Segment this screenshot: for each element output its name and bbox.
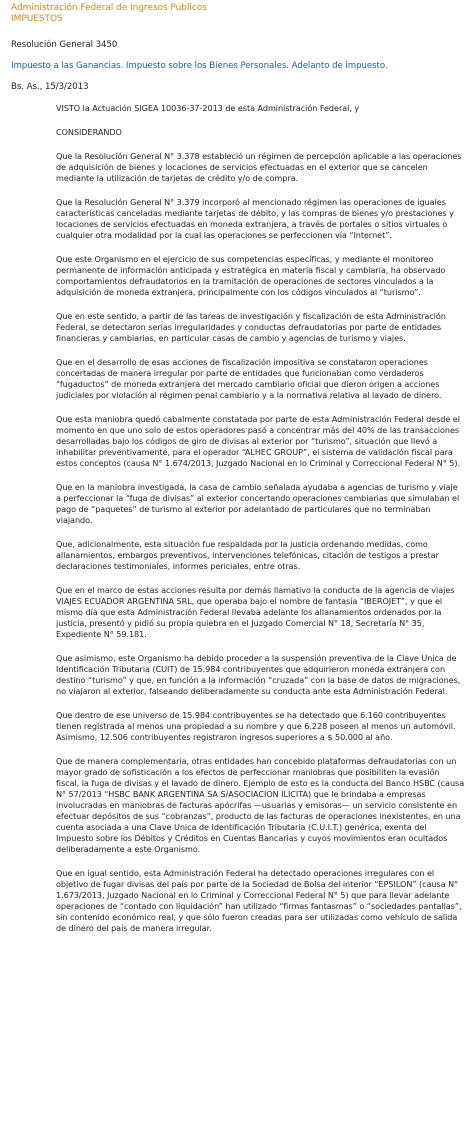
paragraph: Que la Resolución General N° 3.378 estableció un régimen de percepción aplicable a las operaciones de adquisición de bienes y locaciones de servicios efectuadas en el exterior que se cancelen mediante la utilización de tarjetas de crédito y/o de compra.: [56, 151, 462, 183]
resolution-subject: Impuesto a las Ganancias. Impuesto sobre los Bienes Personales. Adelanto de impuesto.: [11, 61, 388, 71]
resolution-title: Resolución General 3450: [11, 40, 118, 50]
paragraph: Que de manera complementaria, otras entidades han concebido plataformas defraudatorias con un mayor grado de sofisticación a los efectos de perfeccionar maniobras que posibiliten la evasión fiscal, la fuga de divisas y el lavado de dinero. Ejemplo de esto es la conducta del Banco HSBC (causa N° 57/2013 “HSBC BANK ARGENTINA SA S/ASOCIACION ILICITA) que le brindaba a empresas involucradas en maniobras de facturas apócrifas —usuarias y emisoras— un servicio consistente en efectuar depósitos de sus “cobranzas”, producto de las facturas de operaciones inexistentes, en una cuenta asociada a una Clave Unica de Identificación Tributaria (C.U.I.T.) genérica, exenta del Impuesto sobre los Débitos y Créditos en Cuentas Bancarias y cuyos movimientos eran ocultados deliberadamente a este Organismo.: [56, 756, 465, 854]
organization-name: Administración Federal de Ingresos Públicos: [11, 3, 207, 13]
paragraph-considerando: CONSIDERANDO: [56, 127, 122, 137]
paragraph: Que la Resolución General N° 3.379 incorporó al mencionado régimen las operaciones de iguales características canceladas mediante tarjetas de débito, y las compras de bienes y/o prestaciones y locaciones de servicios efectuadas en moneda extranjera, a través de portales o sitios virtuales o cualquier otra modalidad por la cual las operaciones se perfeccionen vía “Internet”.: [56, 197, 454, 240]
paragraph: Que este Organismo en el ejercicio de sus competencias específicas, y mediante el monitoreo permanente de información anticipada y estratégica en materia fiscal y cambiaria, ha observado comportamientos defraudatorios en la tramitación de operaciones de sectores vinculados a la adquisición de moneda extranjera, principalmente con los códigos vinculados al “turismo”.: [56, 254, 446, 297]
document-body: [56, 103, 465, 934]
paragraph: Que en este sentido, a partir de las tareas de investigación y fiscalización de esta Administración Federal, se detectaron serias irregularidades y conductas defraudatorias por parte de entidades financieras y cambiarias, en particular casas de cambio y agencias de turismo y viajes.: [56, 311, 446, 343]
paragraph: Que esta maniobra quedó cabalmente constatada por parte de esta Administración Federal desde el momento en que uno solo de estos operadores pasó a concentrar más del 40% de las transacciones desarrolladas bajo los códigos de giro de divisas al exterior por “turismo”, situación que llevó a inhabilitar preventivamente, para el operador “ALHEC GROUP”, el sistema de validación fiscal para estos conceptos (causa N° 1.674/2013, Juzgado Nacional en lo Criminal y Correccional Federal N° 5).: [56, 414, 461, 468]
paragraph: Que dentro de ese universo de 15.984 contribuyentes se ha detectado que 6.160 contribuyentes tienen registrada al menos una propiedad a su nombre y que 6.228 poseen al menos un automóvil. Asimismo, 12.506 contribuyentes registraron ingresos superiores a $ 50.000 al año.: [56, 710, 456, 742]
section-title: IMPUESTOS: [11, 14, 63, 24]
paragraph: Que en la maniobra investigada, la casa de cambio señalada ayudaba a agencias de turismo y viaje a perfeccionar la “fuga de divisas” al exterior concertando operaciones cambiarias que simulaban el pago de “paquetes” de turismo al exterior por adelantado de particulares que no terminaban viajando.: [56, 482, 460, 525]
paragraph: Que en el marco de estas acciones resulta por demás llamativo la conducta de la agencia de viajes VIAJES ECUADOR ARGENTINA SRL, que operaba bajo el nombre de fantasía “IBEROJET”, y que el mismo día que esta Administración Federal llevaba adelante los allanamientos ordenados por la justicia, presentó y pidió su propia quiebra en el Juzgado Comercial N° 18, Secretaría N° 35, Expediente N° 59.181.: [56, 585, 455, 639]
paragraph-visto: VISTO la Actuación SIGEA 10036-37-2013 de esta Administración Federal, y: [56, 103, 360, 113]
paragraph: Que, adicionalmente, esta situación fue respaldada por la justicia ordenando medidas, como allanamientos, embargos preventivos, intervenciones telefónicas, citación de testigos a prestar declaraciones testimoniales, informes periciales, entre otras.: [56, 539, 439, 571]
paragraph: Que asimismo, este Organismo ha debido proceder a la suspensión preventiva de la Clave Unica de Identificación Tributaria (CUIT) de 15.984 contribuyentes que adquirieron moneda extranjera con destino “turismo” y que, en función a la información “cruzada” con la base de datos de migraciones, no viajaron al exterior, falseando deliberadamente su conducta ante esta Administración Federal.: [56, 653, 461, 696]
paragraph: Que en el desarrollo de esas acciones de fiscalización impositiva se constataron operaciones concertadas de manera irregular por parte de entidades que funcionaban como verdaderos “fugaductos” de moneda extranjera del mercado cambiario oficial que dieron origen a acciones judiciales por violación al régimen penal cambiario y a la normativa relativa al lavado de dinero.: [56, 357, 442, 400]
resolution-date: Bs. As., 15/3/2013: [11, 82, 89, 92]
paragraph: Que en igual sentido, esta Administración Federal ha detectado operaciones irregulares con el objetivo de fugar divisas del país por parte de la Sociedad de Bolsa del interior “EPSILON” (causa N° 1.673/2013, Juzgado Nacional en lo Criminal y Correccional Federal N° 5) que para llevar adelante operaciones de “contado con liquidación” han utilizado “firmas fantasmas” o “sociedades pantallas”, sin contenido económico real, y que sólo fueron creadas para ser utilizadas como vehículo de salida de dinero del país de manera irregular.: [56, 868, 462, 933]
